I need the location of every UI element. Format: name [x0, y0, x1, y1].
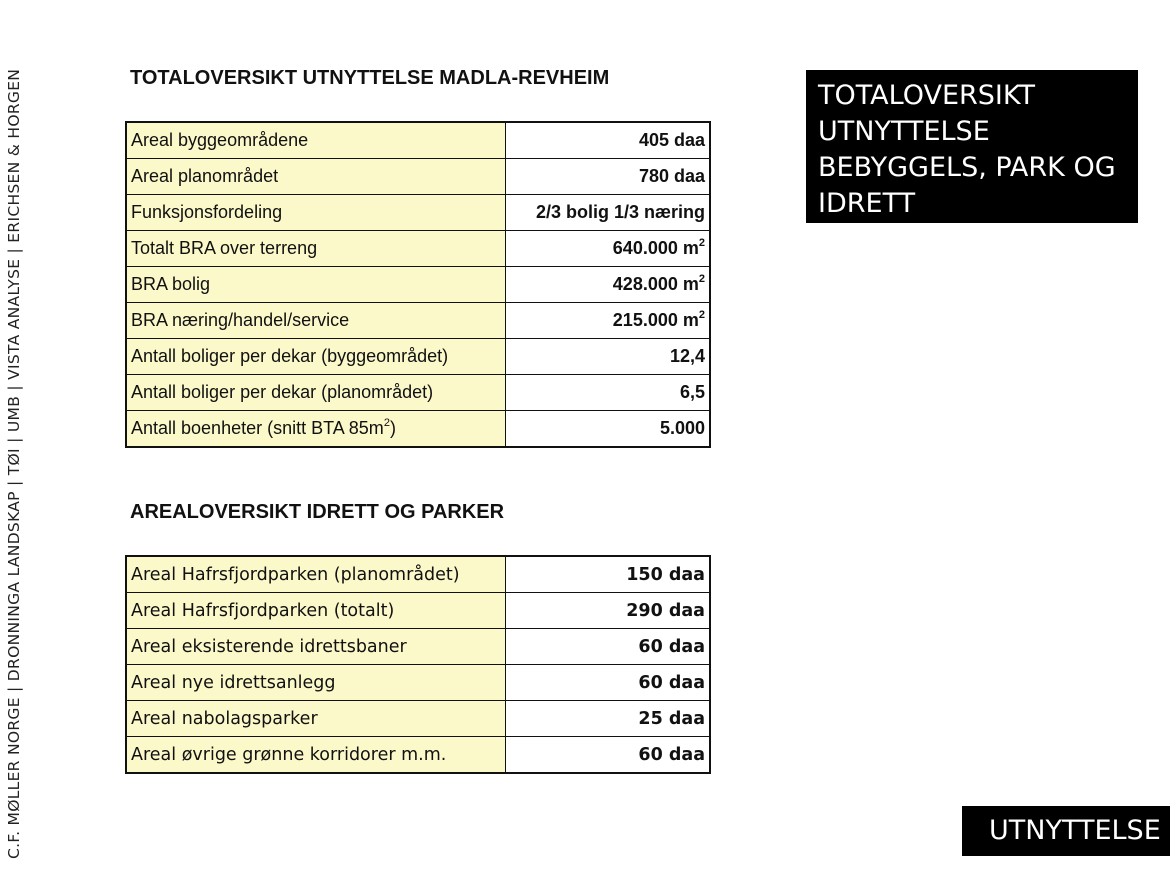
- header-box: [806, 70, 1138, 223]
- value-text: 640.000 m: [612, 238, 699, 258]
- row-label: BRA næring/handel/service: [126, 303, 506, 339]
- table-row: [126, 629, 710, 665]
- row-label: Areal Hafrsfjordparken (planområdet): [126, 556, 506, 593]
- table-row: [126, 231, 710, 267]
- table-row: [126, 665, 710, 701]
- row-value: 150 daa: [506, 556, 711, 593]
- row-label: Areal eksisterende idrettsbaner: [126, 629, 506, 665]
- row-value: 2/3 bolig 1/3 næring: [506, 195, 711, 231]
- table-row: [126, 303, 710, 339]
- table-row: [126, 737, 710, 774]
- row-value: [506, 231, 711, 267]
- value-superscript: 2: [698, 237, 705, 249]
- row-value: 60 daa: [506, 665, 711, 701]
- row-label: Areal planområdet: [126, 159, 506, 195]
- table-row: [126, 701, 710, 737]
- table-idrett-parker: [125, 555, 711, 774]
- label-text: Antall boenheter (snitt BTA 85m: [131, 418, 384, 438]
- table-row: [126, 122, 710, 159]
- table-row: [126, 411, 710, 448]
- row-label: Antall boliger per dekar (byggeområdet): [126, 339, 506, 375]
- row-value: 60 daa: [506, 737, 711, 774]
- table-row: [126, 593, 710, 629]
- row-value: 25 daa: [506, 701, 711, 737]
- value-superscript: 2: [698, 309, 705, 321]
- section-title-utnyttelse: TOTALOVERSIKT UTNYTTELSE MADLA-REVHEIM: [130, 67, 610, 89]
- value-superscript: 2: [698, 273, 705, 285]
- row-label: BRA bolig: [126, 267, 506, 303]
- table-row: [126, 556, 710, 593]
- side-credit: C.F. MØLLER NORGE | DRONNINGA LANDSKAP | TØI | UMB | VISTA ANALYSE | ERICHSEN & HORGEN: [5, 68, 23, 859]
- row-value: 5.000: [506, 411, 711, 448]
- header-box-line: BEBYGGELS, PARK OG: [818, 152, 1116, 183]
- value-text: 215.000 m: [612, 310, 699, 330]
- header-box-line: IDRETT: [818, 188, 916, 219]
- label-superscript: 2: [383, 417, 390, 429]
- table-row: [126, 267, 710, 303]
- footer-tag: UTNYTTELSE: [962, 806, 1170, 856]
- row-value: [506, 303, 711, 339]
- row-label: Funksjonsfordeling: [126, 195, 506, 231]
- table-utnyttelse: [125, 121, 711, 448]
- row-label: Totalt BRA over terreng: [126, 231, 506, 267]
- row-label: Antall boliger per dekar (planområdet): [126, 375, 506, 411]
- row-label: Areal byggeområdene: [126, 122, 506, 159]
- section-title-idrett-parker: AREALOVERSIKT IDRETT OG PARKER: [130, 501, 505, 523]
- table-row: [126, 339, 710, 375]
- header-box-line: UTNYTTELSE: [818, 116, 990, 147]
- row-label: [126, 411, 506, 448]
- table-row: [126, 195, 710, 231]
- row-value: 780 daa: [506, 159, 711, 195]
- row-label: Areal nye idrettsanlegg: [126, 665, 506, 701]
- row-value: 290 daa: [506, 593, 711, 629]
- label-text-after: ): [389, 418, 396, 438]
- header-box-line: TOTALOVERSIKT: [818, 80, 1035, 111]
- table-row: [126, 375, 710, 411]
- row-label: Areal øvrige grønne korridorer m.m.: [126, 737, 506, 774]
- row-value: 60 daa: [506, 629, 711, 665]
- row-value: 6,5: [506, 375, 711, 411]
- row-value: [506, 267, 711, 303]
- table-row: [126, 159, 710, 195]
- row-label: Areal Hafrsfjordparken (totalt): [126, 593, 506, 629]
- row-label: Areal nabolagsparker: [126, 701, 506, 737]
- value-text: 428.000 m: [612, 274, 699, 294]
- row-value: 405 daa: [506, 122, 711, 159]
- row-value: 12,4: [506, 339, 711, 375]
